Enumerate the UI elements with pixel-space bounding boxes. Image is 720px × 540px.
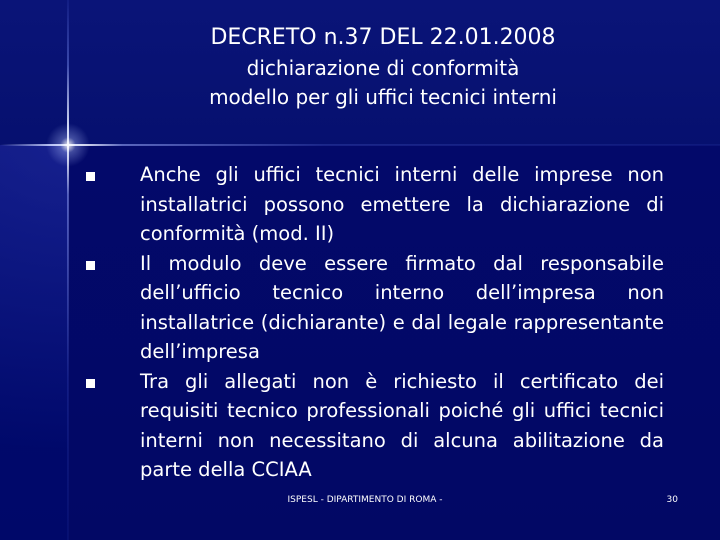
title-heading: DECRETO n.37 DEL 22.01.2008 [210, 25, 556, 50]
square-bullet-icon [86, 261, 95, 270]
bullet-text: Anche gli uffici tecnici interni delle imprese non installatrici possono emettere la dichiarazione di conformità (mod. II) [140, 163, 664, 245]
title-subtitle: dichiarazione di conformità [246, 56, 520, 80]
square-bullet-icon [86, 172, 95, 181]
sparkle-horizontal-line [0, 144, 720, 146]
page-number: 30 [666, 495, 678, 505]
square-bullet-icon [86, 379, 95, 388]
sparkle-star-icon [46, 123, 90, 167]
slide-title [68, 22, 698, 112]
bullet-list [86, 160, 664, 485]
bullet-text: Tra gli allegati non è richiesto il certificato dei requisiti tecnico professionali poiché gli uffici tecnici interni non necessitano di alcuna abilitazione da parte della CCIAA [140, 369, 664, 481]
title-subtitle-2: modello per gli uffici tecnici interni [209, 85, 557, 109]
bullet-text: Il modulo deve essere firmato dal responsabile dell’ufficio tecnico interno dell’impresa non installatrice (dichiarante) e dal legale rappresentante dell’impresa [140, 251, 664, 363]
bullet-item [86, 160, 664, 249]
footer-text: ISPESL - DIPARTIMENTO DI ROMA - [287, 495, 443, 505]
bullet-item [86, 367, 664, 485]
bullet-item [86, 249, 664, 367]
